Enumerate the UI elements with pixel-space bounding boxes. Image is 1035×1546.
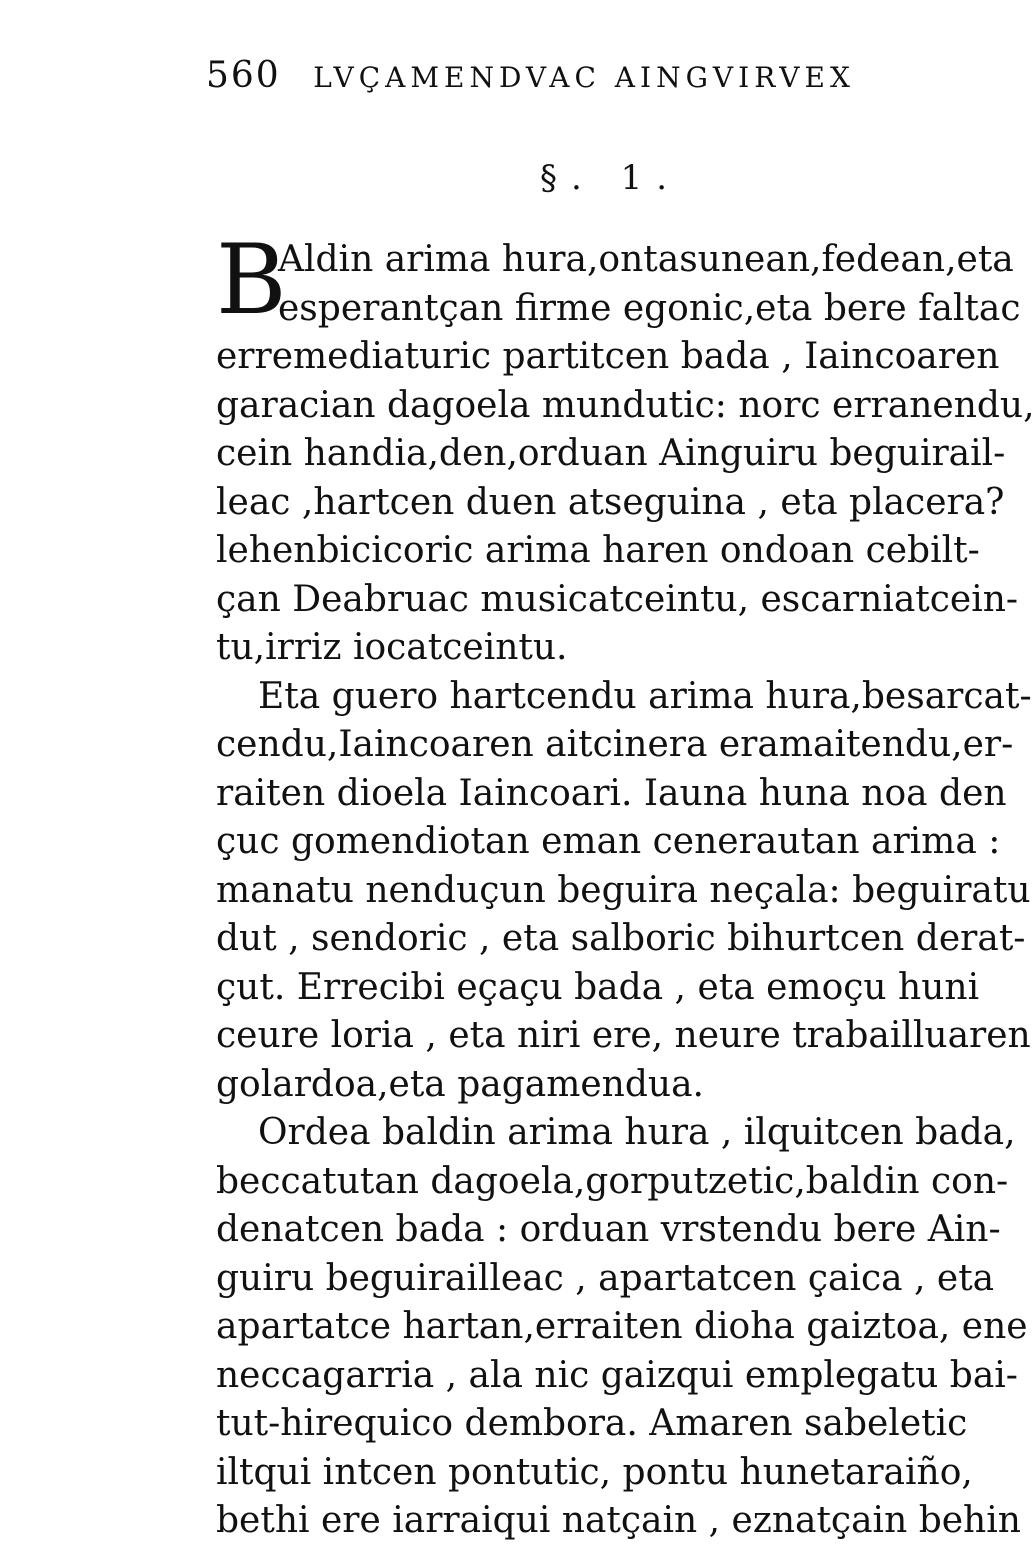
text-line: lehenbicicoric arima haren ondoan cebilt- [216, 530, 980, 571]
text-line: tut-hirequico dembora. Amaren sabeletic [216, 1403, 968, 1444]
text-line: cendu,Iaincoaren aitcinera eramaitendu,er- [216, 724, 1014, 765]
text-line: Aldin arima hura,ontasunean,fedean,eta [278, 239, 1014, 280]
text-line: cein handia,den,orduan Ainguiru beguirail- [216, 433, 1006, 474]
text-line: dut , sendoric , eta salboric bihurtcen derat- [216, 918, 1026, 959]
text-line: guiru beguirailleac , apartatcen çaica , eta [216, 1257, 995, 1299]
text-line: çut. Errecibi eçaçu bada , eta emoçu huni [216, 966, 980, 1008]
text-line: iltqui intcen pontutic, pontu hunetaraiño, [216, 1451, 973, 1493]
text-line: neccagarria , ala nic gaizqui emplegatu bai- [216, 1354, 1018, 1396]
text-line: Ordea baldin arima hura , ilquitcen bada, [258, 1112, 1016, 1153]
text-line: erremediaturic partitcen bada , Iaincoaren [216, 336, 1000, 377]
text-line: beccatutan dagoela,gorputzetic,baldin con- [216, 1160, 1009, 1202]
text-line: bethi ere iarraiqui natçain , eznatçain behin [216, 1500, 1021, 1541]
text-line: raiten dioela Iaincoari. Iauna huna noa den [216, 772, 1007, 814]
paragraph-1 [216, 333, 1035, 673]
drop-cap: B [216, 224, 287, 336]
text-line: garacian dagoela mundutic: norc erranendu, [216, 384, 1035, 426]
paragraph-1-opening [216, 224, 1021, 336]
running-title: LVÇAMENDVAC AINGVIRVEX [313, 61, 855, 94]
section-mark: §. 1. [540, 158, 682, 198]
running-head [206, 52, 856, 100]
text-line: çuc gomendiotan eman cenerautan arima : [216, 821, 1001, 862]
text-line: ceure loria , eta niri ere, neure trabailluaren [216, 1015, 1031, 1056]
paragraph-2 [216, 673, 1032, 1110]
text-line: golardoa,eta pagamendua. [216, 1063, 704, 1105]
text-line: manatu nenduçun beguira neçala: beguiratu [216, 869, 1031, 911]
body-text [216, 224, 1035, 1546]
text-line: çan Deabruac musicatceintu, escarniatcein- [216, 578, 1019, 620]
page-number: 560 [206, 55, 281, 96]
paragraph-3 [216, 1109, 1028, 1546]
text-line: denatcen bada : orduan vrstendu bere Ain- [216, 1209, 1001, 1250]
text-line: esperantçan firme egonic,eta bere faltac [278, 287, 1021, 329]
text-line: leac ,hartcen duen atseguina , eta placera? [216, 481, 1005, 523]
text-line: Eta guero hartcendu arima hura,besarcat- [258, 675, 1032, 717]
text-line: apartatce hartan,erraiten dioha gaiztoa, ene [216, 1306, 1028, 1347]
text-line: tu,irriz iocatceintu. [216, 627, 568, 668]
